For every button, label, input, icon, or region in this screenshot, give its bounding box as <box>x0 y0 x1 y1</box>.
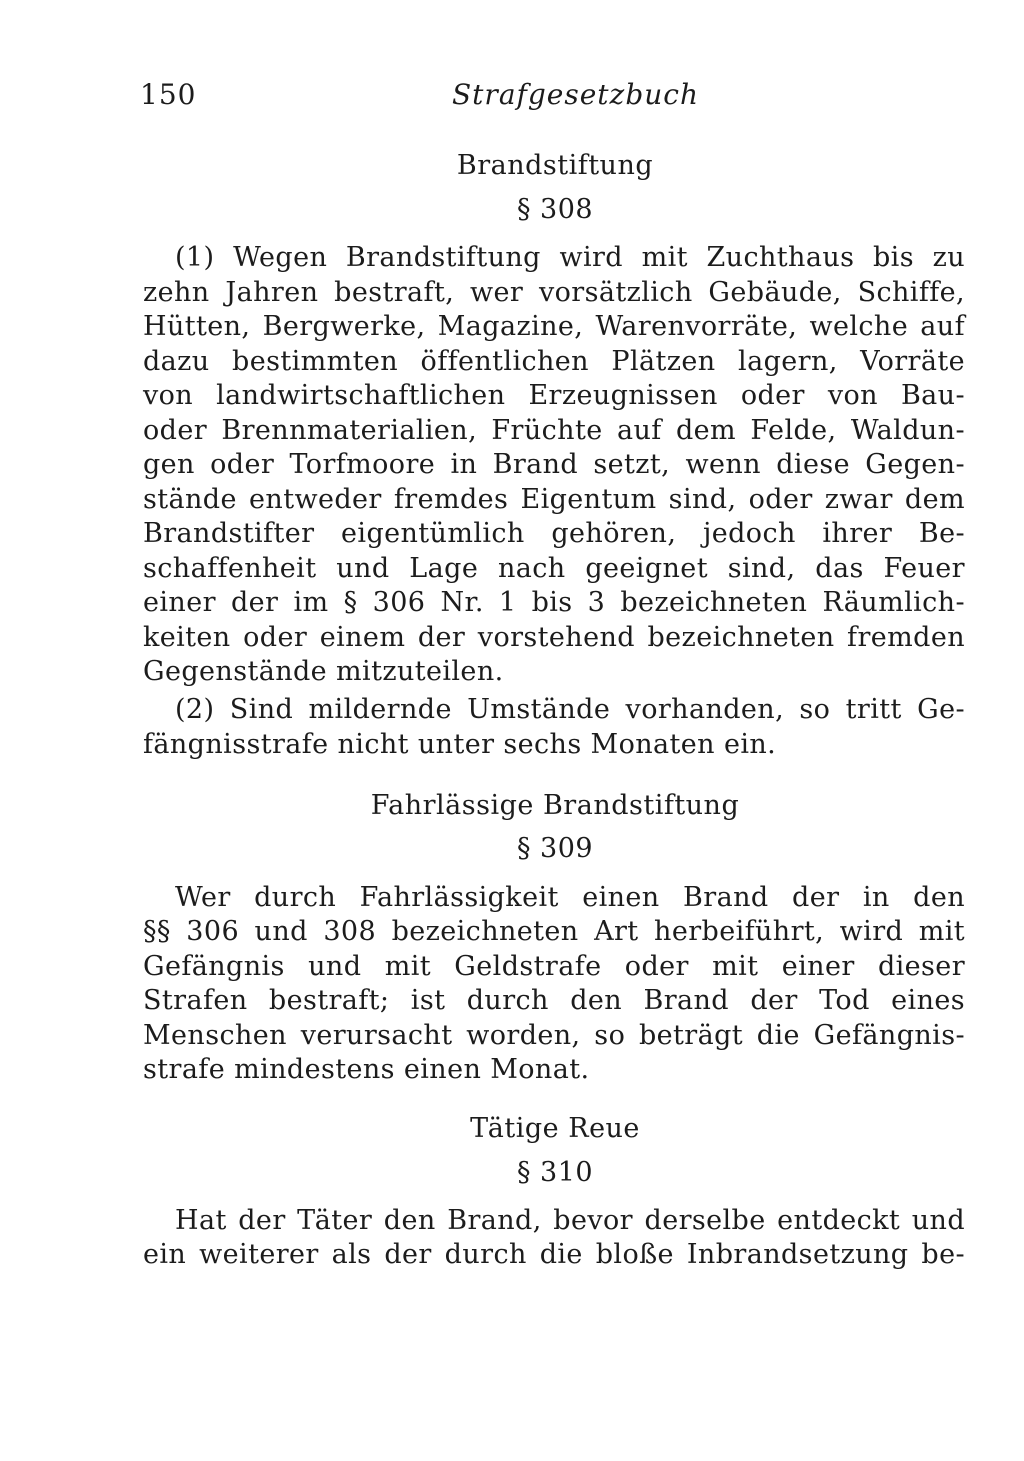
section-heading: Fahrlässige Brandstiftung <box>370 790 740 821</box>
text-line: dazu bestimmten öffentlichen Plätzen lagern, Vorräte <box>143 346 965 377</box>
text-line: Wer durch Fahrlässigkeit einen Brand der in den <box>175 882 965 913</box>
text-line: Hat der Täter den Brand, bevor derselbe entdeckt und <box>175 1205 965 1236</box>
section-heading: Brandstiftung <box>456 150 654 181</box>
text-line: Menschen verursacht worden, so beträgt die Gefängnis- <box>143 1020 965 1051</box>
text-line: (2) Sind mildernde Umstände vorhanden, so tritt Ge- <box>175 694 965 725</box>
text-line: (1) Wegen Brandstiftung wird mit Zuchthaus bis zu <box>175 242 965 273</box>
text-line: §§ 306 und 308 bezeichneten Art herbeiführt, wird mit <box>143 916 965 947</box>
text-line: oder Brennmaterialien, Früchte auf dem Felde, Waldun- <box>143 415 965 446</box>
text-line: stände entweder fremdes Eigentum sind, oder zwar dem <box>143 484 965 515</box>
paragraph-number: § 309 <box>516 833 594 864</box>
paragraph-number: § 308 <box>516 194 594 225</box>
running-head <box>140 78 970 122</box>
text-line: Gefängnis und mit Geldstrafe oder mit einer dieser <box>143 951 965 982</box>
text-line: zehn Jahren bestraft, wer vorsätzlich Gebäude, Schiffe, <box>143 277 965 308</box>
text-line: fängnisstrafe nicht unter sechs Monaten ein. <box>143 729 777 760</box>
text-line: Gegenstände mitzuteilen. <box>143 656 504 687</box>
paragraph-number: § 310 <box>516 1157 594 1188</box>
section-heading: Tätige Reue <box>470 1113 640 1144</box>
text-line: gen oder Torfmoore in Brand setzt, wenn diese Gegen- <box>143 449 965 480</box>
text-line: strafe mindestens einen Monat. <box>143 1054 590 1085</box>
page-number: 150 <box>140 78 197 111</box>
text-line: ein weiterer als der durch die bloße Inbrandsetzung be- <box>143 1239 965 1270</box>
text-line: von landwirtschaftlichen Erzeugnissen oder von Bau- <box>143 380 965 411</box>
running-title: Strafgesetzbuch <box>452 78 699 111</box>
text-line: schaffenheit und Lage nach geeignet sind, das Feuer <box>143 553 965 584</box>
text-line: Hütten, Bergwerke, Magazine, Warenvorräte, welche auf <box>143 311 965 342</box>
text-line: keiten oder einem der vorstehend bezeichneten fremden <box>143 622 965 653</box>
text-line: Brandstifter eigentümlich gehören, jedoch ihrer Be- <box>143 518 965 549</box>
text-line: Strafen bestraft; ist durch den Brand der Tod eines <box>143 985 965 1016</box>
text-line: einer der im § 306 Nr. 1 bis 3 bezeichneten Räumlich- <box>143 587 965 618</box>
